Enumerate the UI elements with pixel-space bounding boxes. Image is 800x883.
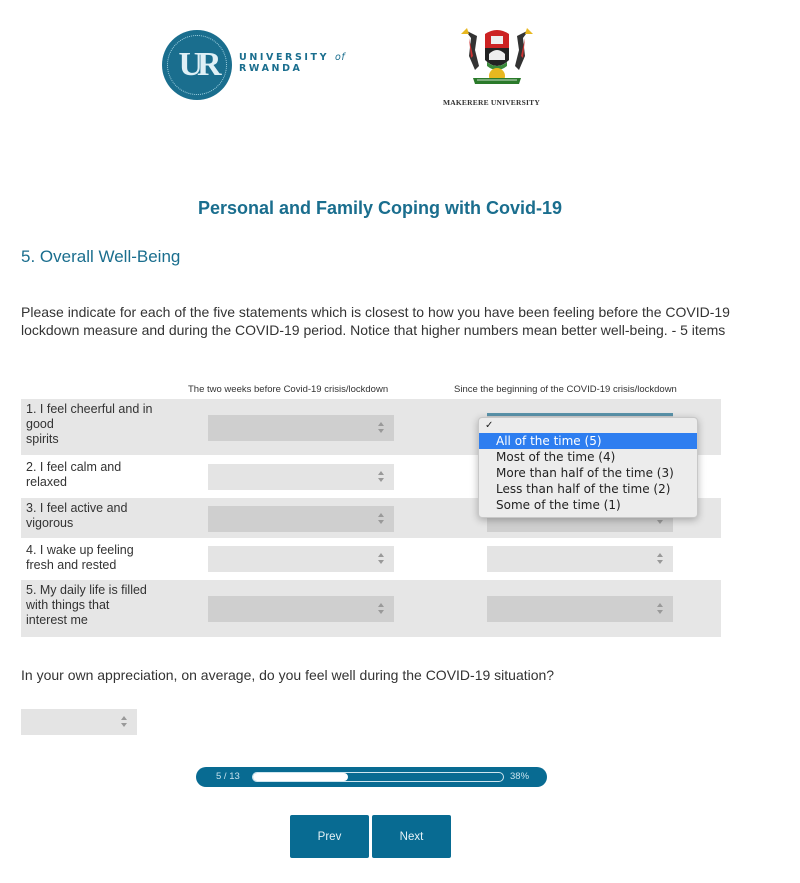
row-label-line: 4. I wake up feeling	[26, 543, 134, 557]
grid-row-4	[21, 540, 721, 578]
progress-fill	[253, 773, 348, 781]
progress-bar	[196, 767, 547, 787]
select-arrows-icon	[121, 716, 127, 728]
overall-wellbeing-select[interactable]	[21, 709, 137, 735]
row-label	[26, 460, 176, 490]
row-label-line: 3. I feel active and	[26, 501, 128, 515]
progress-page-count: 5 / 13	[216, 771, 240, 782]
dropdown-option-blank[interactable]	[479, 419, 697, 433]
select-since-row-4[interactable]	[487, 546, 673, 572]
header-logos	[0, 18, 800, 118]
progress-track	[252, 772, 504, 782]
select-arrows-icon	[378, 422, 384, 434]
select-before-row-3[interactable]	[208, 506, 394, 532]
dropdown-option[interactable]: Most of the time (4)	[496, 450, 616, 464]
row-label-line: spirits	[26, 432, 59, 446]
prev-button[interactable]: Prev	[290, 815, 369, 858]
university-of-rwanda-wordmark	[239, 52, 345, 74]
progress-percent: 38%	[510, 771, 530, 782]
ur-line1: UNIVERSITY	[239, 52, 330, 63]
select-before-row-4[interactable]	[208, 546, 394, 572]
dropdown-menu	[478, 417, 698, 518]
ur-monogram: UR	[178, 46, 216, 83]
dropdown-option[interactable]: More than half of the time (3)	[496, 466, 674, 480]
select-arrows-icon	[657, 603, 663, 615]
select-before-row-1[interactable]	[208, 415, 394, 441]
check-icon: ✓	[485, 420, 494, 431]
survey-title: Personal and Family Coping with Covid-19	[197, 198, 563, 218]
ur-line2: RWANDA	[239, 63, 303, 74]
select-since-row-5[interactable]	[487, 596, 673, 622]
section-instructions: Please indicate for each of the five statements which is closest to how you have been feeling before the COVID-19 lockdown measure and during the COVID-19 period. Notice that higher numbers mean better well-being. - 5 items	[21, 304, 730, 338]
dropdown-option[interactable]: Some of the time (1)	[496, 498, 621, 512]
section-title: 5. Overall Well-Being	[21, 247, 181, 266]
select-arrows-icon	[378, 603, 384, 615]
row-label-line: vigorous	[26, 516, 74, 530]
university-of-rwanda-logo	[162, 30, 232, 100]
row-label-line: interest me	[26, 613, 88, 627]
select-before-row-5[interactable]	[208, 596, 394, 622]
select-arrows-icon	[378, 471, 384, 483]
dropdown-option[interactable]: Less than half of the time (2)	[496, 482, 671, 496]
makerere-wordmark: MAKERERE UNIVERSITY	[443, 98, 540, 107]
select-arrows-icon	[378, 553, 384, 565]
row-label	[26, 501, 176, 531]
select-arrows-icon	[657, 553, 663, 565]
makerere-crest-icon	[457, 26, 537, 90]
row-label-line: 2. I feel calm and	[26, 460, 122, 474]
row-label	[26, 402, 176, 447]
column-header-before: The two weeks before Covid-19 crisis/lockdown	[188, 384, 389, 395]
row-label-line: with things that	[26, 598, 110, 612]
column-header-since: Since the beginning of the COVID-19 crisis/lockdown	[454, 384, 677, 395]
row-label-line: 5. My daily life is filled	[26, 583, 147, 597]
row-label	[26, 583, 176, 628]
next-button[interactable]: Next	[372, 815, 451, 858]
dropdown-option[interactable]: All of the time (5)	[479, 433, 697, 449]
overall-wellbeing-question: In your own appreciation, on average, do you feel well during the COVID-19 situation?	[21, 667, 555, 683]
select-arrows-icon	[378, 513, 384, 525]
grid-row-5	[21, 580, 721, 637]
ur-of: of	[335, 52, 346, 63]
row-label-line: relaxed	[26, 475, 67, 489]
row-label-line: 1. I feel cheerful and in	[26, 402, 153, 416]
row-label	[26, 543, 176, 573]
row-label-line: fresh and rested	[26, 558, 117, 572]
row-label-line: good	[26, 417, 54, 431]
select-before-row-2[interactable]	[208, 464, 394, 490]
